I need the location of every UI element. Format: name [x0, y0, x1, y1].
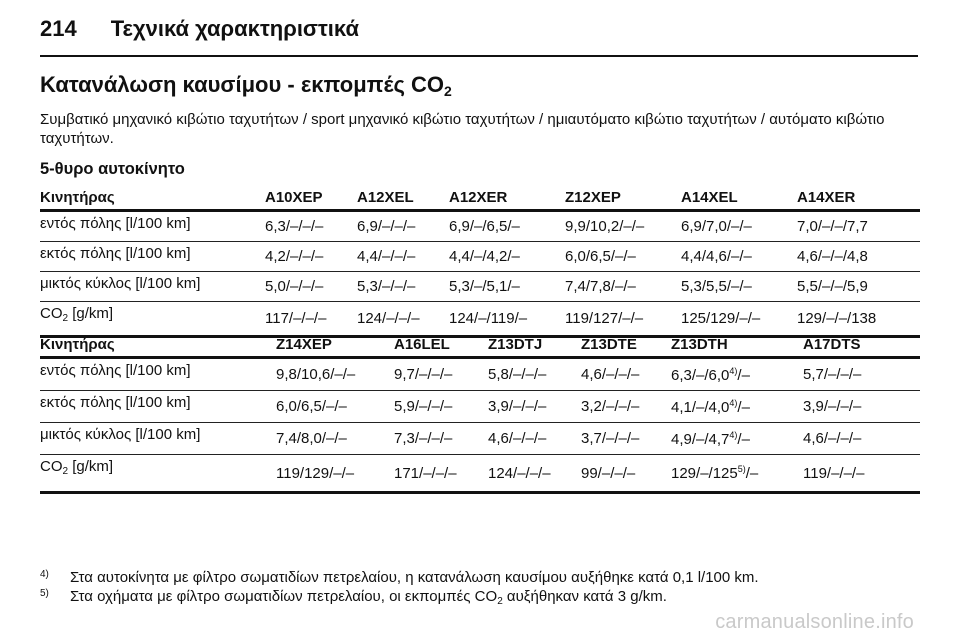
table-row	[40, 391, 920, 423]
value-text: 129/–/125	[671, 465, 738, 482]
value-cell: 3,9/–/–/–	[803, 391, 920, 423]
engine-code-z14xep: Z14XEP	[276, 332, 394, 358]
value-cell	[671, 391, 803, 423]
row-label-subscript: 2	[62, 313, 69, 324]
value-cell: 5,3/–/–/–	[357, 272, 449, 302]
footnote-ref: 4)	[729, 365, 738, 376]
value-cell: 119/127/–/–	[565, 302, 681, 337]
body-type-heading: 5-θυρο αυτοκίνητο	[40, 160, 185, 178]
value-cell: 5,8/–/–/–	[488, 358, 581, 391]
section-title-subscript: 2	[444, 83, 452, 99]
footnote-text: Στα αυτοκίνητα με φίλτρο σωματιδίων πετρελαίου, η κατανάλωση καυσίμου αυξήθηκε κατά 0,1 l/100 km.	[70, 569, 759, 586]
consumption-table-1	[40, 185, 920, 338]
value-cell: 7,4/8,0/–/–	[276, 423, 394, 455]
value-cell: 4,2/–/–/–	[265, 242, 357, 272]
table-header-row	[40, 185, 920, 211]
value-cell: 7,0/–/–/7,7	[797, 211, 920, 242]
value-cell: 6,9/–/–/–	[357, 211, 449, 242]
row-label-subscript: 2	[62, 466, 69, 477]
row-label-text: [g/km]	[68, 305, 114, 322]
value-text: 6,3/–/6,0	[671, 366, 730, 384]
engine-code-a16lel: A16LEL	[394, 332, 488, 358]
footnote-4	[40, 568, 759, 587]
footnote-text	[70, 587, 667, 611]
row-label-text: CO	[40, 458, 63, 475]
watermark: carmanualsonline.info	[715, 611, 914, 633]
footnote-subscript: 2	[497, 596, 503, 607]
engine-header: Κινητήρας	[40, 332, 276, 358]
section-title	[40, 72, 452, 99]
engine-code-a12xer: A12XER	[449, 185, 565, 211]
footnote-ref: 4)	[729, 397, 738, 408]
footnotes	[40, 568, 759, 611]
value-cell: 4,6/–/–/4,8	[797, 242, 920, 272]
table-header-row	[40, 332, 920, 358]
value-cell: 117/–/–/–	[265, 302, 357, 337]
engine-code-z13dtj: Z13DTJ	[488, 332, 581, 358]
footnote-text-part: Στα οχήματα με φίλτρο σωματιδίων πετρελαίου, οι εκπομπές CO	[70, 588, 498, 605]
value-cell: 4,4/–/–/–	[357, 242, 449, 272]
intro-text: Συμβατικό μηχανικό κιβώτιο ταχυτήτων / sport μηχανικό κιβώτιο ταχυτήτων / ημιαυτόματο κιβώτιο ταχυτήτων / αυτόματο κιβώτιο ταχυτήτων.	[40, 111, 885, 147]
engine-code-a12xel: A12XEL	[357, 185, 449, 211]
value-cell: 119/129/–/–	[276, 455, 394, 493]
value-cell: 3,2/–/–/–	[581, 391, 671, 423]
row-label: εντός πόλης [l/100 km]	[40, 211, 265, 242]
value-cell: 6,9/7,0/–/–	[681, 211, 797, 242]
engine-code-z13dth: Z13DTH	[671, 332, 803, 358]
row-label	[40, 455, 276, 493]
row-label-text: [g/km]	[68, 458, 114, 475]
row-label: μικτός κύκλος [l/100 km]	[40, 272, 265, 302]
row-label: εκτός πόλης [l/100 km]	[40, 242, 265, 272]
row-label: εντός πόλης [l/100 km]	[40, 358, 276, 391]
value-text: /–	[745, 465, 759, 482]
value-text: 4,9/–/4,7	[671, 430, 730, 448]
value-cell: 5,3/–/5,1/–	[449, 272, 565, 302]
value-cell: 4,4/4,6/–/–	[681, 242, 797, 272]
value-text: /–	[737, 398, 750, 416]
value-cell: 4,6/–/–/–	[803, 423, 920, 455]
value-cell	[671, 455, 803, 493]
value-cell: 4,6/–/–/–	[581, 358, 671, 391]
value-cell: 124/–/119/–	[449, 302, 565, 337]
value-text: 4,1/–/4,0	[671, 398, 730, 416]
value-text: /–	[737, 430, 750, 448]
table-row	[40, 211, 920, 242]
engine-code-a10xep: A10XEP	[265, 185, 357, 211]
value-cell: 119/–/–/–	[803, 455, 920, 493]
page-number: 214	[40, 16, 77, 41]
footnote-mark: 5)	[40, 588, 49, 599]
engine-code-z12xep: Z12XEP	[565, 185, 681, 211]
table-row	[40, 358, 920, 391]
footnote-ref: 5)	[737, 464, 746, 474]
value-cell: 9,8/10,6/–/–	[276, 358, 394, 391]
footnote-ref: 4)	[729, 429, 738, 440]
table-row	[40, 242, 920, 272]
footnote-text-part: αυξήθηκαν κατά 3 g/km.	[502, 588, 667, 605]
value-cell: 9,7/–/–/–	[394, 358, 488, 391]
value-cell: 5,7/–/–/–	[803, 358, 920, 391]
engine-code-a14xer: A14XER	[797, 185, 920, 211]
value-cell: 5,3/5,5/–/–	[681, 272, 797, 302]
engine-code-z13dte: Z13DTE	[581, 332, 671, 358]
row-label-text: CO	[40, 305, 63, 322]
value-cell: 5,0/–/–/–	[265, 272, 357, 302]
table-row	[40, 423, 920, 455]
value-cell: 4,4/–/4,2/–	[449, 242, 565, 272]
value-cell: 6,0/6,5/–/–	[565, 242, 681, 272]
value-cell: 4,6/–/–/–	[488, 423, 581, 455]
value-cell: 3,7/–/–/–	[581, 423, 671, 455]
footnote-5	[40, 587, 759, 611]
header-rule	[40, 55, 918, 57]
row-label: εκτός πόλης [l/100 km]	[40, 391, 276, 423]
engine-header: Κινητήρας	[40, 185, 265, 211]
value-cell: 124/–/–/–	[488, 455, 581, 493]
value-cell: 6,9/–/6,5/–	[449, 211, 565, 242]
footnote-mark: 4)	[40, 569, 49, 580]
value-cell: 9,9/10,2/–/–	[565, 211, 681, 242]
value-cell: 124/–/–/–	[357, 302, 449, 337]
value-cell: 7,4/7,8/–/–	[565, 272, 681, 302]
value-cell: 125/129/–/–	[681, 302, 797, 337]
value-cell: 99/–/–/–	[581, 455, 671, 493]
consumption-table-2	[40, 332, 920, 494]
value-cell: 5,9/–/–/–	[394, 391, 488, 423]
section-title-text: Κατανάλωση καυσίμου - εκπομπές CO	[40, 72, 444, 97]
value-cell: 3,9/–/–/–	[488, 391, 581, 423]
table-row	[40, 272, 920, 302]
value-cell: 6,3/–/–/–	[265, 211, 357, 242]
engine-code-a17dts: A17DTS	[803, 332, 920, 358]
value-cell	[671, 358, 803, 391]
table-row	[40, 455, 920, 493]
running-title: Τεχνικά χαρακτηριστικά	[110, 16, 359, 41]
value-cell: 129/–/–/138	[797, 302, 920, 337]
value-text: /–	[737, 366, 750, 384]
value-cell: 171/–/–/–	[394, 455, 488, 493]
value-cell: 5,5/–/–/5,9	[797, 272, 920, 302]
value-cell: 7,3/–/–/–	[394, 423, 488, 455]
value-cell: 6,0/6,5/–/–	[276, 391, 394, 423]
value-cell	[671, 423, 803, 455]
page-header	[40, 6, 920, 52]
row-label: μικτός κύκλος [l/100 km]	[40, 423, 276, 455]
engine-code-a14xel: A14XEL	[681, 185, 797, 211]
